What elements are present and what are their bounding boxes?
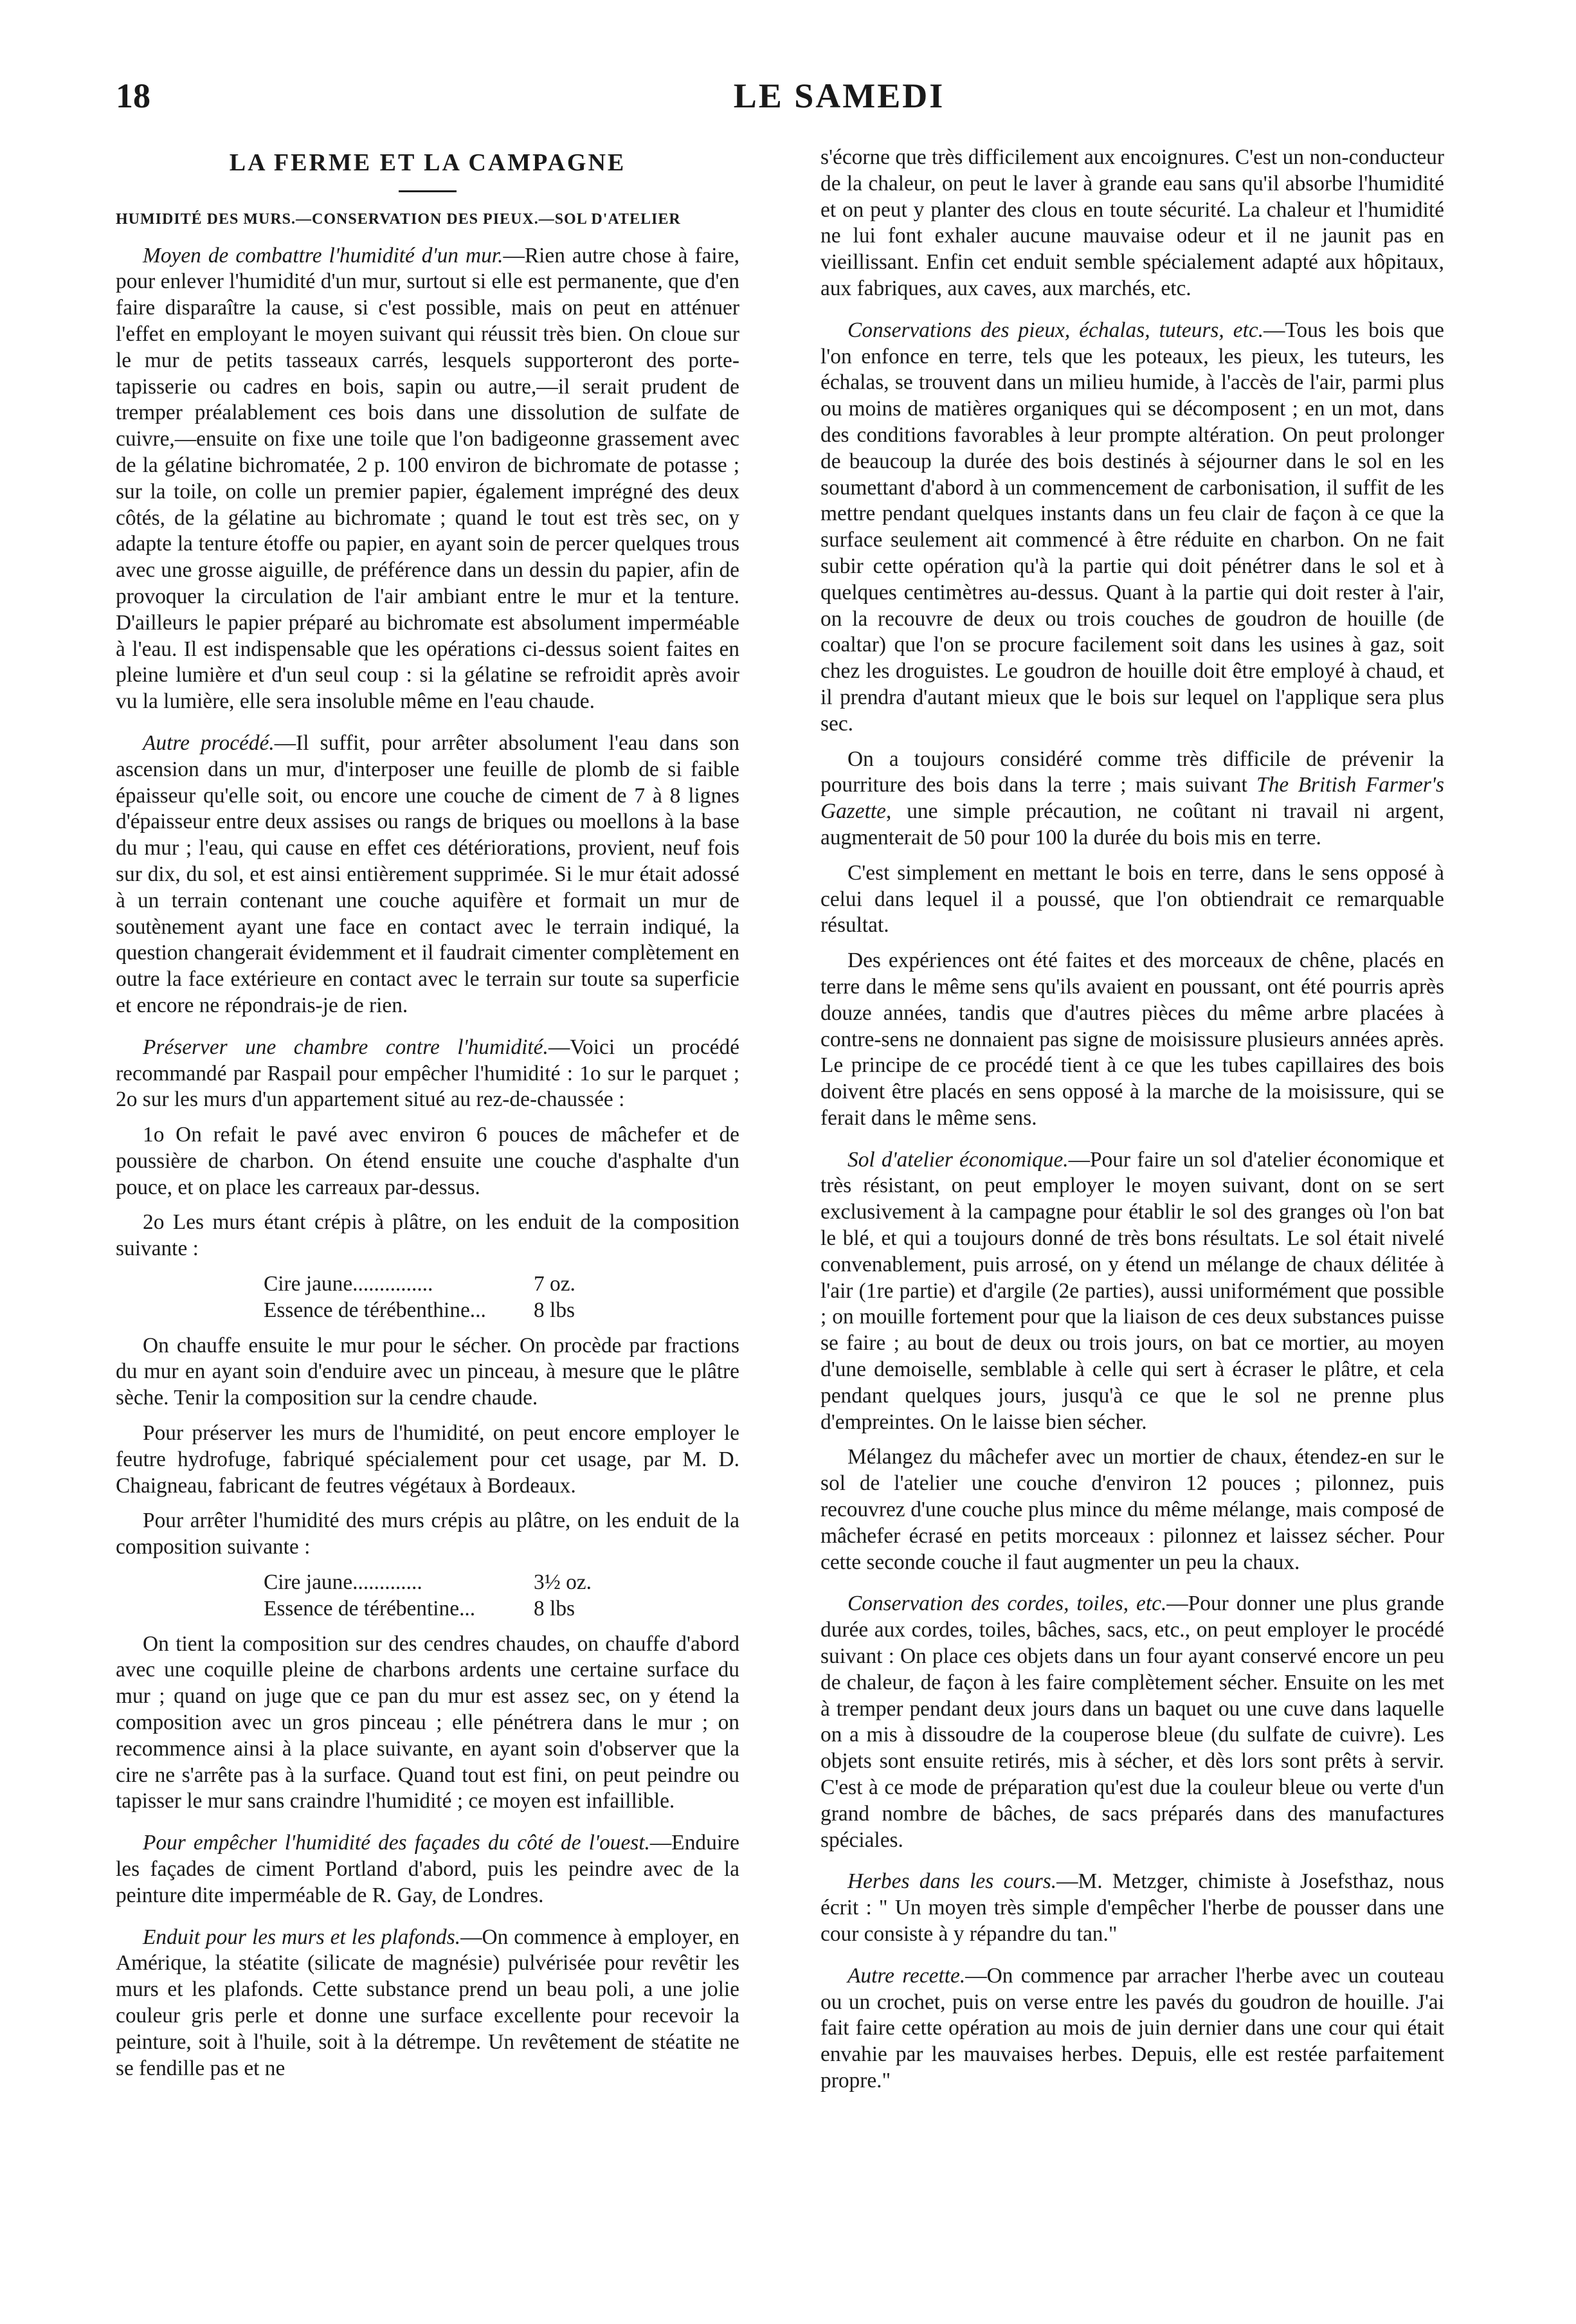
recipe-item: Cire jaune............... xyxy=(264,1272,433,1296)
paragraph-body: —Il suffit, pour arrêter absolument l'eau dans son ascension dans un mur, d'interposer une feuille de plomb de si faible épaisseur qu'elle soit, ou encore une couche de ciment de 7 à 8 lignes d'épaisseur entre deux assises ou rangs de briques ou moellons à la base du mur ; l'eau, qui cause en effet ces détériorations, provient, neuf fois sur dix, du sol, et est ainsi entièrement supprimée. Si le mur était adossé à un terrain contenant une couche aquifère et formait un mur de soutènement ayant une face en contact avec le terrain indiqué, la question changerait évidemment et il faudrait cimenter complètement en outre la face extérieure en contact avec le terrain sur toute sa superficie et encore ne répondrais-je de rien. xyxy=(116,731,739,1017)
paragraph xyxy=(820,1869,1444,1947)
paragraph-lead: Sol d'atelier économique. xyxy=(847,1147,1069,1172)
paragraph-body: —Voici un procédé recommandé par Raspail pour empêcher l'humidité : 1o sur le parquet ; 2o sur les murs d'un appartement situé au rez-de-chaussée : xyxy=(116,1035,739,1112)
paragraph-body: —Rien autre chose à faire, pour enlever l'humidité d'un mur, surtout si elle est permanente, que d'en faire disparaître la cause, si c'est possible, mais on peut en atténuer l'effet en employant le moyen suivant qui réussit très bien. On cloue sur le mur de petits tasseaux carrés, lesquels supporteront des porte-tapisserie ou cadres en bois, sapin ou autre,—il serait prudent de tremper préalablement ces bois dans une dissolution de sulfate de cuivre,—ensuite on fixe une toile que l'on badigeonne grassement avec de la gélatine bichromatée, 2 p. 100 environ de bichromate de potasse ; sur la toile, on colle un premier papier, également imprégné des deux côtés, de la gélatine au bichromate ; quand le tout est très sec, on y adapte la tenture étoffe ou papier, en ayant soin de percer quelques trous avec une grosse aiguille, de préférence dans un dessin du papier, afin de provoquer la circulation de l'air ambiant entre le mur et la tenture. D'ailleurs le papier préparé au bichromate est absolument imperméable à l'eau. Il est indispensable que les opérations ci-dessus soient faites en pleine lumière et d'un seul coup : si la gélatine se refroidit après avoir vu la lumière, elle sera insoluble même en l'eau chaude. xyxy=(116,243,739,714)
paragraph: Pour préserver les murs de l'humidité, on peut encore employer le feutre hydrofuge, fabriqué spécialement pour cet usage, par M. D. Chaigneau, fabricant de feutres végétaux à Bordeaux. xyxy=(116,1421,739,1498)
recipe-item: Cire jaune............. xyxy=(264,1570,422,1595)
paragraph-body: On a toujours considéré comme très difficile de prévenir la pourriture des bois dans la terre ; mais suivant xyxy=(820,747,1444,797)
paragraph xyxy=(820,1963,1444,2094)
recipe-qty: 8 lbs xyxy=(534,1298,575,1322)
recipe-qty: 3½ oz. xyxy=(534,1570,592,1595)
paragraph: 1o On refait le pavé avec environ 6 pouces de mâchefer et de poussière de charbon. On étend ensuite une couche d'asphalte d'un pouce, et on place les carreaux par-dessus. xyxy=(116,1123,739,1199)
paragraph-body: —On commence par arracher l'herbe avec un couteau ou un crochet, puis on verse entre les pavés du goudron de houille. J'ai fait faire cette opération au mois de juin dernier dans une cour qui était envahie par les mauvaises herbes. Depuis, elle est restée parfaitement propre." xyxy=(820,1963,1444,2093)
paragraph-lead: Conservation des cordes, toiles, etc. xyxy=(847,1592,1167,1616)
paragraph: On chauffe ensuite le mur pour le sécher. On procède par fractions du mur en ayant soin d'enduire avec un pinceau, à mesure que le plâtre sèche. Tenir la composition sur la cendre chaude. xyxy=(116,1333,739,1410)
left-column xyxy=(116,145,739,2091)
right-column xyxy=(820,145,1444,2103)
paragraph-body: , une simple précaution, ne coûtant ni travail ni argent, augmenterait de 50 pour 100 la durée du bois mis en terre. xyxy=(820,799,1444,849)
paragraph: C'est simplement en mettant le bois en terre, dans le sens opposé à celui dans lequel il a poussé, que l'on obtiendrait ce remarquable résultat. xyxy=(820,860,1444,938)
paragraph-lead: Préserver une chambre contre l'humidité. xyxy=(143,1035,548,1059)
paragraph: s'écorne que très difficilement aux encoignures. C'est un non-conducteur de la chaleur, on peut le laver à grande eau sans qu'il absorbe l'humidité et on peut y planter des clous en toute sécurité. La chaleur et l'humidité ne lui font exhaler aucune mauvaise odeur et il ne jaunit pas en vieillissant. Enfin cet enduit semble spécialement adapté aux hôpitaux, aux fabriques, aux caves, aux marchés, etc. xyxy=(820,145,1444,300)
paragraph xyxy=(820,1591,1444,1853)
paragraph xyxy=(116,243,739,715)
paragraph: Mélangez du mâchefer avec un mortier de chaux, étendez-en sur le sol de l'atelier une couche d'environ 12 pouces ; pilonnez, puis recouvrez d'une couche plus mince du même mélange, mais composé de mâchefer écrasé en petits morceaux : pilonnez et laissez sécher. Pour cette seconde couche il faut augmenter un peu la chaux. xyxy=(820,1445,1444,1574)
recipe-table xyxy=(264,1570,624,1622)
paragraph xyxy=(820,1147,1444,1436)
recipe-item: Essence de térébenthine... xyxy=(264,1298,486,1322)
paragraph xyxy=(820,318,1444,738)
paragraph xyxy=(820,747,1444,851)
title-rule xyxy=(399,190,457,192)
running-title: LE SAMEDI xyxy=(733,77,945,115)
recipe-row xyxy=(264,1596,624,1622)
recipe-row xyxy=(264,1298,624,1324)
paragraph: 2o Les murs étant crépis à plâtre, on les enduit de la composition suivante : xyxy=(116,1210,739,1261)
paragraph xyxy=(116,1925,739,2082)
paragraph xyxy=(116,1035,739,1113)
paragraph-lead: Moyen de combattre l'humidité d'un mur. xyxy=(143,243,503,268)
paragraph-body: —On commence à employer, en Amérique, la stéatite (silicate de magnésie) pulvérisée pour revêtir les murs et les plafonds. Cette substance prend un beau poli, a une jolie couleur gris perle et donne une surface excellente pour recevoir la peinture, soit à l'huile, soit à la détrempe. Un revêtement de stéatite ne se fendille pas et ne xyxy=(116,1925,740,2080)
recipe-item: Essence de térébentine... xyxy=(264,1596,476,1620)
paragraph-lead: Autre procédé. xyxy=(143,731,275,755)
recipe-table xyxy=(264,1271,624,1324)
paragraph-body: —Tous les bois que l'on enfonce en terre, tels que les poteaux, les pieux, les tuteurs, les échalas, se trouvent dans un milieu humide, à l'accès de l'air, parmi plus ou moins de matières organiques qui se décomposent ; en un mot, dans des conditions favorables à leur prompte altération. On peut prolonger de beaucoup la durée des bois destinés à séjourner dans le sol en les soumettant d'abord à un commencement de carbonisation, il suffit de les mettre pendant quelques instants dans un feu clair de façon à ce que la surface seulement ait commencé à être réduite en charbon. On ne fait subir cette opération qu'à la partie qui doit pénétrer dans le sol et à quelques centimètres au-dessus. Quant à la partie qui doit rester à l'air, on la recouvre de deux ou trois couches de goudron de houille (de coaltar) que l'on se procure facilement soit dans les usines à gaz, soit chez les droguistes. Le goudron de houille doit être employé à chaud, et il prendra d'autant mieux que le bois sur lequel on l'applique sera plus sec. xyxy=(820,318,1444,736)
page-number: 18 xyxy=(116,77,150,115)
source-title: The British Farmer's Gazette xyxy=(820,773,1444,824)
page-header xyxy=(116,76,1447,127)
paragraph-body: —Pour faire un sol d'atelier économique et très résistant, on peut employer le moyen suivant, dont on se sert exclusivement à la campagne pour établir le sol des granges où l'on bat le blé, et qui a toujours donné de très bons résultats. Le sol était nivelé convenablement, puis arrosé, on y étend un mélange de chaux délitée à l'air (1re partie) et d'argile (2e parties), aussi uniformément que possible ; on mouille fortement pour que la liaison de ces deux substances puisse se faire ; au bout de deux ou trois jours, on bat ce mortier, au moyen d'une demoiselle, semblable à celle qui sert à écraser le plâtre, et cela pendant quelques jours, jusqu'à ce que le sol ne prenne plus d'empreintes. On le laisse bien sécher. xyxy=(820,1147,1444,1434)
paragraph-lead: Herbes dans les cours. xyxy=(847,1869,1057,1894)
section-title: LA FERME ET LA CAMPAGNE xyxy=(229,149,626,176)
paragraph-lead: Conservations des pieux, échalas, tuteurs, etc. xyxy=(847,318,1264,342)
recipe-qty: 7 oz. xyxy=(534,1272,575,1296)
section-subtitle: HUMIDITÉ DES MURS.—CONSERVATION DES PIEUX.—SOL D'ATELIER xyxy=(116,210,681,228)
paragraph-lead: Autre recette. xyxy=(847,1963,966,1988)
paragraph-body: —M. Metzger, chimiste à Josefsthaz, nous écrit : " Un moyen très simple d'empêcher l'herbe de pousser dans une cour consiste à y répandre du tan." xyxy=(820,1869,1444,1946)
paragraph: Des expériences ont été faites et des morceaux de chêne, placés en terre dans le même sens qu'ils avaient en poussant, ont été pourris après douze années, tandis que d'autres pièces du même arbre placées à contre-sens ne donnaient pas signe de moisissure plusieurs années après. Le principe de ce procédé tient à ce que les tubes capillaires des bois doivent être placés en sens opposé à la marche de la moisissure, qui se ferait dans le même sens. xyxy=(820,949,1444,1130)
paragraph: On tient la composition sur des cendres chaudes, on chauffe d'abord avec une coquille pleine de charbons ardents une certaine surface du mur ; quand on juge que ce pan du mur est assez sec, on y étend la composition avec un gros pinceau ; elle pénétrera dans le mur ; on recommence ainsi à la place suivante, en ayant soin d'observer que la cire ne s'arrête pas à la surface. Quand tout est fini, on peut peindre ou tapisser le mur sans craindre l'humidité ; ce moyen est infaillible. xyxy=(116,1631,739,1813)
paragraph xyxy=(116,1830,739,1909)
paragraph-body: —Pour donner une plus grande durée aux cordes, toiles, bâches, sacs, etc., on peut employer le procédé suivant : On place ces objets dans un four ayant conservé encore un peu de chaleur, de façon à les faire complètement sécher. Ensuite on les met à tremper pendant deux jours dans un baquet ou une cuve dans laquelle on a mis à dissoudre de la couperose bleue (du sulfate de cuivre). Les objets sont ensuite retirés, mis à sécher, et dès lors sont prêts à servir. C'est à ce mode de préparation qu'est due la couleur bleue ou verte d'un grand nombre de bâches, de sacs préparés dans des manufactures spéciales. xyxy=(820,1592,1444,1852)
paragraph: Pour arrêter l'humidité des murs crépis au plâtre, on les enduit de la composition suivante : xyxy=(116,1509,739,1559)
recipe-row xyxy=(264,1271,624,1298)
recipe-qty: 8 lbs xyxy=(534,1596,575,1620)
paragraph-lead: Pour empêcher l'humidité des façades du côté de l'ouest. xyxy=(143,1831,650,1855)
paragraph xyxy=(116,731,739,1019)
paragraph-body: —Enduire les façades de ciment Portland d'abord, puis les peindre avec de la peinture dite imperméable de R. Gay, de Londres. xyxy=(116,1831,739,1907)
recipe-row xyxy=(264,1570,624,1596)
paragraph-lead: Enduit pour les murs et les plafonds. xyxy=(143,1925,461,1949)
